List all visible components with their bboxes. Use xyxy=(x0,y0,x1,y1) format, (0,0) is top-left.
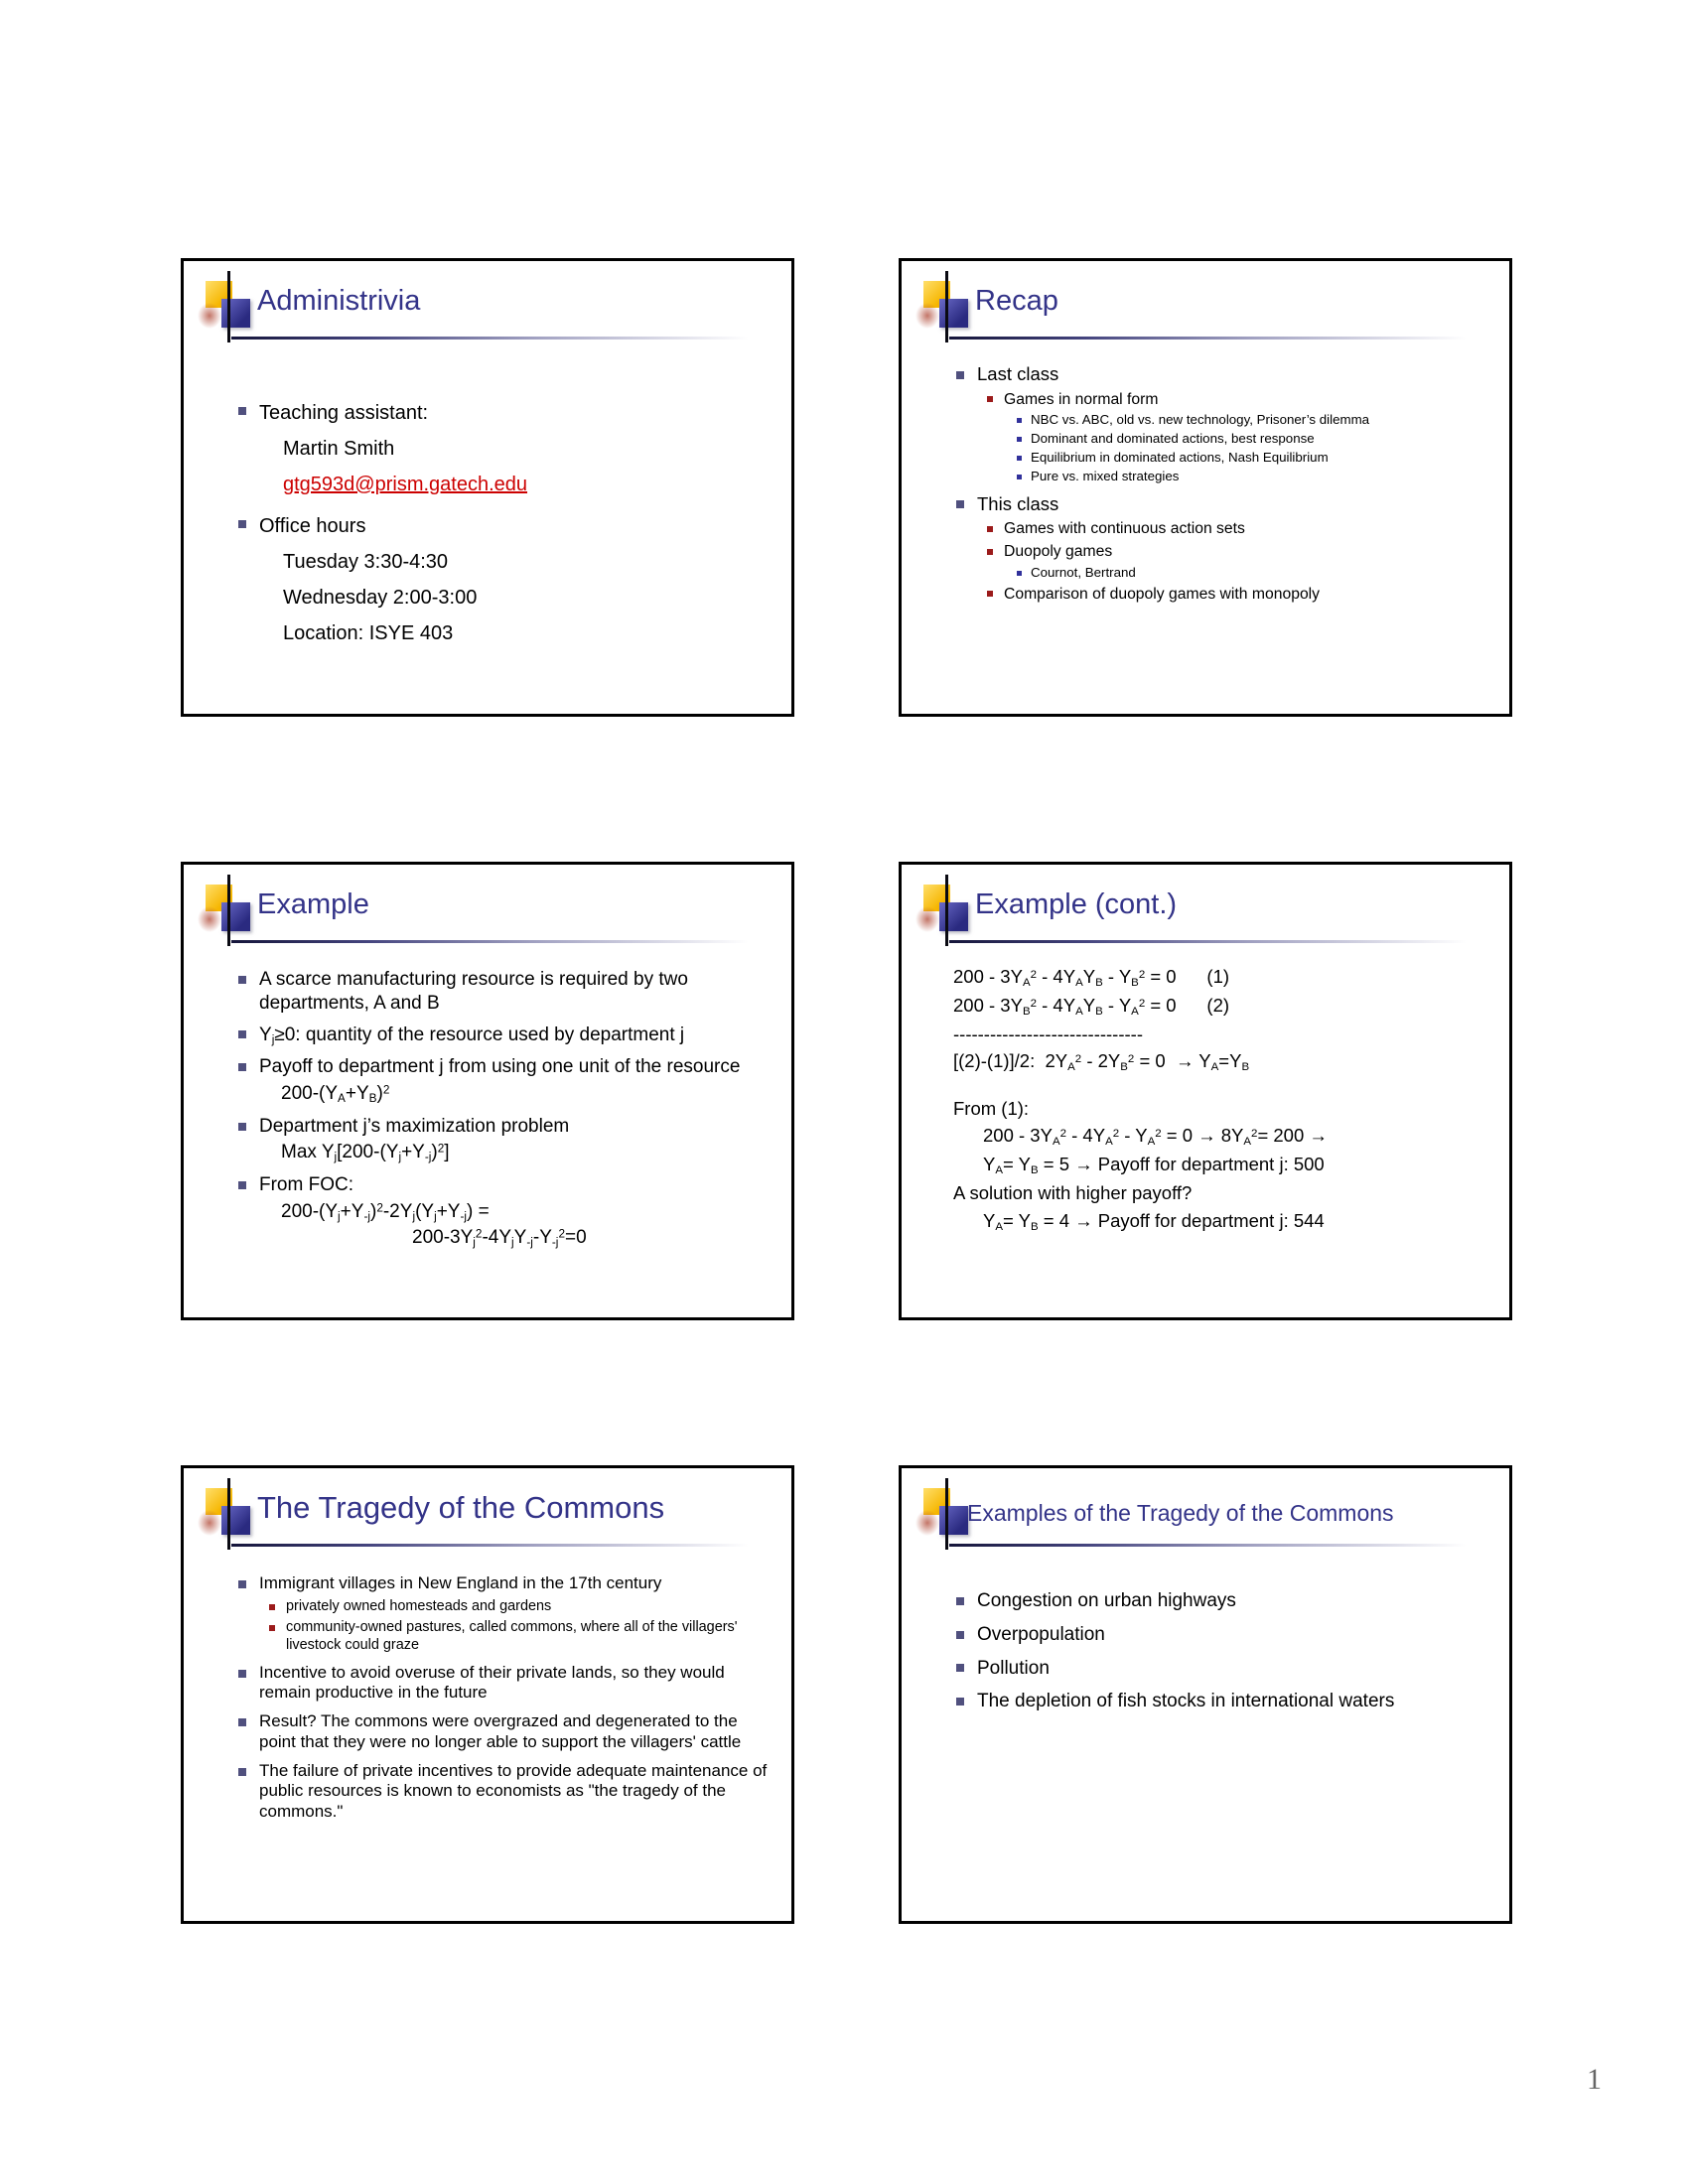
logo-red-smudge-icon xyxy=(915,1510,939,1536)
logo-blue-square-icon xyxy=(221,1506,250,1535)
logo-blue-square-icon xyxy=(939,299,968,328)
bullet-item: privately owned homesteads and gardens xyxy=(269,1598,772,1616)
slide-title: Example (cont.) xyxy=(975,888,1178,920)
logo-red-smudge-icon xyxy=(915,906,939,932)
logo-blue-square-icon xyxy=(221,902,250,931)
slide-title: Example xyxy=(257,888,369,920)
title-rule xyxy=(949,337,1493,340)
bullet-item: Games with continuous action sets xyxy=(987,519,1489,538)
title-rule xyxy=(949,940,1493,943)
text-line: $200-3Y_j^2-4Y_jY_{-j}-Y_{-j}^2=0$ xyxy=(412,1227,587,1250)
bullet-item: A scarce manufacturing resource is required by two departments, A and B xyxy=(235,968,772,1016)
logo-red-smudge-icon xyxy=(915,303,939,329)
bullet-item: This class xyxy=(953,493,1489,516)
email-link[interactable]: gtg593d@prism.gatech.edu xyxy=(283,474,528,495)
text-line: A solution with higher payoff? xyxy=(953,1182,1193,1204)
page-number: 1 xyxy=(1587,2063,1602,2096)
bullet-item: Last class xyxy=(953,363,1489,386)
text-line: $Y_A= Y_B = 4$ → Payoff for department j: 544 xyxy=(983,1209,1325,1233)
logo-red-smudge-icon xyxy=(198,906,221,932)
slide-tragedy-of-the-commons xyxy=(181,1465,794,1924)
bullet-item: Pure vs. mixed strategies xyxy=(1017,469,1489,484)
bullet-item: Equilibrium in dominated actions, Nash Equilibrium xyxy=(1017,450,1489,466)
bullet-item: Games in normal form xyxy=(987,390,1489,409)
bullet-item: Teaching assistant: xyxy=(235,399,772,427)
slide-title: The Tragedy of the Commons xyxy=(257,1490,665,1525)
slide-content xyxy=(953,355,1489,604)
bullet-item: Dominant and dominated actions, best response xyxy=(1017,431,1489,447)
bullet-item: Office hours xyxy=(235,512,772,540)
title-rule xyxy=(231,940,775,943)
slide-example-cont xyxy=(899,862,1512,1320)
bullet-item: The failure of private incentives to provide adequate maintenance of public resources is known to economists as "the tragedy of the commons." xyxy=(235,1761,772,1823)
slide-title: Examples of the Tragedy of the Commons xyxy=(967,1500,1394,1526)
bullet-item: Department j’s maximization problem xyxy=(235,1115,772,1139)
logo-red-smudge-icon xyxy=(198,303,221,329)
logo-vertical-line-icon xyxy=(227,1478,230,1550)
logo-vertical-line-icon xyxy=(227,271,230,342)
logo-red-smudge-icon xyxy=(198,1510,221,1536)
text-line: Martin Smith xyxy=(283,438,395,460)
bullet-item: Duopoly games xyxy=(987,542,1489,561)
text-line: From (1): xyxy=(953,1097,1030,1119)
bullet-item: Incentive to avoid overuse of their private lands, so they would remain productive in the future xyxy=(235,1663,772,1704)
text-line: $200 - 3Y_A^2 - 4Y_AY_B - Y_B^2 = 0$ (1) xyxy=(953,966,1230,989)
text-line: [(2)-(1)]/2: $2Y_A^2 - 2Y_B^2 = 0 \to Y_A=Y_B$ xyxy=(953,1050,1250,1074)
text-line: $200-(Y_j+Y_{-j})^2-2Y_j(Y_j+Y_{-j})$ = xyxy=(281,1200,490,1223)
logo-blue-square-icon xyxy=(939,902,968,931)
title-rule xyxy=(949,1544,1493,1547)
bullet-item: Immigrant villages in New England in the 17th century xyxy=(235,1573,772,1594)
logo-vertical-line-icon xyxy=(945,875,948,946)
bullet-item: Result? The commons were overgrazed and degenerated to the point that they were no longer able to support the villagers' cattle xyxy=(235,1711,772,1752)
title-rule xyxy=(231,1544,775,1547)
bullet-item: Cournot, Bertrand xyxy=(1017,565,1489,581)
text-line: ------------------------------- xyxy=(953,1023,1143,1044)
text-line: $200 - 3Y_A^2 - 4Y_A^2 - Y_A^2 = 0 \to 8Y_A^2= 200$ → xyxy=(983,1125,1328,1149)
bullet-item: Pollution xyxy=(953,1657,1489,1681)
logo-blue-square-icon xyxy=(221,299,250,328)
bullet-item: Congestion on urban highways xyxy=(953,1589,1489,1613)
logo-vertical-line-icon xyxy=(945,271,948,342)
logo-vertical-line-icon xyxy=(227,875,230,946)
logo-vertical-line-icon xyxy=(945,1478,948,1550)
text-line xyxy=(283,471,772,498)
slide-recap xyxy=(899,258,1512,717)
bullet-item: Overpopulation xyxy=(953,1623,1489,1647)
slide-examples-of-tragedy xyxy=(899,1465,1512,1924)
slide-content xyxy=(235,960,772,1251)
text-line: $Y_A= Y_B = 5$ → Payoff for department j: 500 xyxy=(983,1154,1325,1177)
bullet-item: $Y_j\ge 0$: quantity of the resource used by department j xyxy=(235,1024,772,1048)
text-line: $200 - 3Y_B^2 - 4Y_AY_B - Y_A^2 = 0$ (2) xyxy=(953,994,1230,1018)
text-line: $200-(Y_A+Y_B)^2$ xyxy=(281,1082,390,1105)
bullet-item: NBC vs. ABC, old vs. new technology, Prisoner’s dilemma xyxy=(1017,412,1489,428)
slide-content xyxy=(953,1579,1489,1713)
slide-administrivia xyxy=(181,258,794,717)
text-line: Tuesday 3:30-4:30 xyxy=(283,551,449,573)
bullet-item: Payoff to department j from using one unit of the resource xyxy=(235,1055,772,1079)
slide-content xyxy=(953,962,1489,1235)
slide-example xyxy=(181,862,794,1320)
text-line: Location: ISYE 403 xyxy=(283,622,454,644)
title-rule xyxy=(231,337,775,340)
text-line: Wednesday 2:00-3:00 xyxy=(283,587,478,609)
slide-title: Administrivia xyxy=(257,285,421,317)
logo-blue-square-icon xyxy=(939,1506,968,1535)
slide-content xyxy=(235,1566,772,1823)
bullet-item: The depletion of fish stocks in international waters xyxy=(953,1690,1489,1713)
bullet-item: Comparison of duopoly games with monopoly xyxy=(987,585,1489,604)
bullet-item: community-owned pastures, called commons, where all of the villagers' livestock could graze xyxy=(269,1619,772,1654)
bullet-item: From FOC: xyxy=(235,1173,772,1197)
slide-title: Recap xyxy=(975,285,1058,317)
text-line xyxy=(953,1075,1489,1094)
slide-content xyxy=(235,385,772,647)
text-line: Max $Y_j[200-(Y_j+Y_{-j})^2]$ xyxy=(281,1142,450,1164)
